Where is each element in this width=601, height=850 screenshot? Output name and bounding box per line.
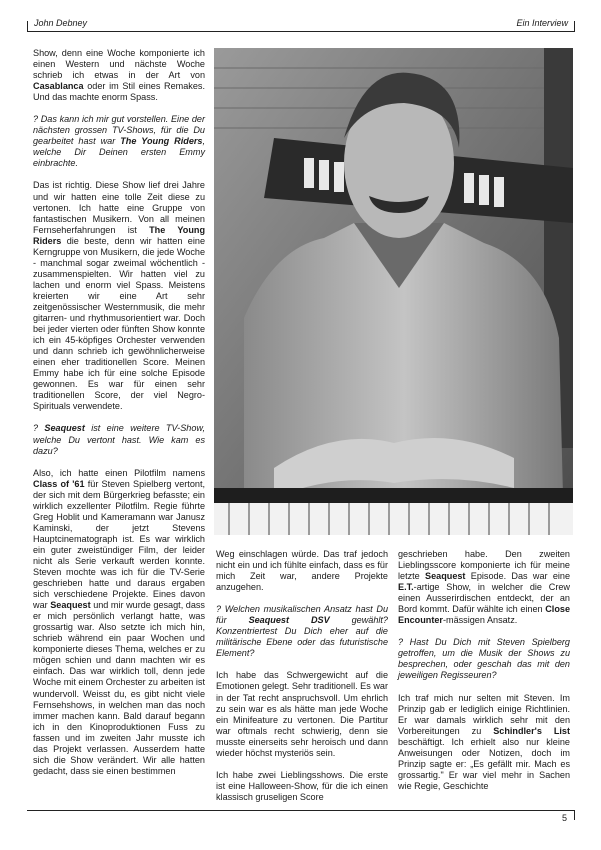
text-run: ? Hast Du Dich mit Steven Spielberg getroffen, um die Musik der Shows zu besprechen, oder geschah das mit den jeweiligen Regisseuren? bbox=[398, 637, 570, 681]
interview-answer bbox=[216, 770, 388, 803]
footer-tick-right bbox=[574, 810, 575, 820]
text-run: Ich habe zwei Lieblingsshows. Die erste ist eine Halloween-Show, für die ich einen klassisch gruseligen Score bbox=[216, 769, 388, 802]
emphasis-title: Close Encounter bbox=[398, 604, 570, 626]
interview-answer bbox=[33, 180, 205, 412]
interview-answer bbox=[33, 48, 205, 103]
header-tick-left bbox=[27, 21, 28, 32]
photo-icon bbox=[214, 48, 573, 535]
page-number: 5 bbox=[561, 813, 567, 823]
interview-answer bbox=[398, 693, 570, 792]
text-run: , welche Dir Deinen ersten Emmy einbrachte. bbox=[33, 136, 205, 169]
header-tick-right bbox=[574, 21, 575, 32]
emphasis-title: Schindler's List bbox=[493, 725, 571, 736]
page-footer bbox=[27, 810, 575, 824]
text-run: -artige Show, in welcher die Crew einen Ausserirdischen entdeckt, der an Bord kommt. Dafür wählte ich einen bbox=[398, 582, 570, 615]
text-run: ? Welchen musikalischen Ansatz hast Du für bbox=[216, 604, 388, 626]
text-run: geschrieben habe. Den zweiten Lieblingsscore komponierte ich für meine letzte bbox=[398, 549, 570, 582]
portrait-photo bbox=[214, 48, 573, 535]
emphasis-title: Seaquest DSV bbox=[248, 615, 330, 626]
text-column-2 bbox=[216, 549, 388, 814]
interview-answer bbox=[33, 468, 205, 777]
interview-question bbox=[33, 423, 205, 456]
emphasis-title: Seaquest bbox=[50, 600, 91, 611]
text-run: ? Das kann ich mir gut vorstellen. Eine der nächsten grossen TV-Shows, für die Du gearbeitet hast war bbox=[33, 114, 205, 147]
header-rule bbox=[27, 31, 575, 32]
emphasis-title: The Young Riders bbox=[120, 136, 203, 147]
interview-answer bbox=[216, 670, 388, 758]
emphasis-title: E.T. bbox=[398, 582, 414, 593]
footer-rule bbox=[27, 810, 575, 811]
text-run: ? bbox=[33, 423, 45, 434]
text-run: Ich habe das Schwergewicht auf die Emotionen gelegt. Sehr traditionell. Es war in der Tat recht anspruchsvoll. Um ehrlich zu sein war es als hätte man jede Woche ein Minifeature zu vertonen. Die Partitur war oftmals recht schwierig, denn sie musste einerseits sehr heroisch und dann wieder höchst mysteriös sein. bbox=[216, 670, 388, 758]
emphasis-title: The Young Riders bbox=[33, 224, 205, 246]
header-section: Ein Interview bbox=[516, 18, 568, 28]
text-run: Ich traf mich nur selten mit Steven. Im Prinzip gab er lediglich einige Richtlinien. Er war damals wirklich sehr mit den Vorbereitungen zu bbox=[398, 692, 570, 736]
text-run: gewählt? Konzentriertest Du Dich eher auf die militärische Ebene oder das futuristische Element? bbox=[216, 615, 388, 659]
running-header bbox=[27, 18, 575, 32]
emphasis-title: Seaquest bbox=[44, 423, 85, 434]
interview-answer bbox=[216, 549, 388, 593]
text-run: und mir wurde gesagt, dass er mich persönlich verlangt hatte, was grossartig war. Also setzte ich mich hin, schrieb während ein paar Wochen und komponierte dieses Thema, welches er zu mögen schien und dann machten wir es einfach. Das war wirklich toll, denn jede Woche mit einem Orchester zu arbeiten ist wundervoll. Weisst du, es gibt nicht viele Fernsehshows, in welchen man das noch immer machen kann. Bald darauf begann ich in den Kinoproduktionen Fuss zu fassen und im zweiten Jahr musste ich das Projekt verlassen. Ausserdem hatte sich die Show verändert. Wir alle hatten gedacht, dass sie einen bestimmen bbox=[33, 600, 205, 776]
text-run: oder im Stil eines Remakes. Und das machte enorm Spass. bbox=[33, 81, 205, 103]
emphasis-title: Class of '61 bbox=[33, 478, 85, 489]
interview-question bbox=[33, 114, 205, 169]
text-column-1 bbox=[33, 48, 205, 788]
text-run: beschäftigt. Ich erhielt also nur kleine Anweisungen oder Notizen, doch im Prinzip sagte er: „Es gefällt mir. Mach es grossartig." Er war viel mehr in Sachen wie Regie, Geschichte bbox=[398, 736, 570, 791]
interview-question bbox=[216, 604, 388, 659]
header-author: John Debney bbox=[34, 18, 88, 28]
text-run: -mässigen Ansatz. bbox=[442, 615, 518, 626]
interview-answer bbox=[398, 549, 570, 626]
text-column-3 bbox=[398, 549, 570, 803]
emphasis-title: Seaquest bbox=[425, 571, 466, 582]
text-run: Weg einschlagen würde. Das traf jedoch nicht ein und ich fühlte einfach, dass es für mich Zeit war, andere Projekte anzugehen. bbox=[216, 549, 388, 593]
text-run: für Steven Spielberg vertont, der sich mit dem Bürgerkrieg befasste; ein wirklich exzellenter Pilotfilm. Regie führte Greg Hoblit und Kameramann war Janusz Kaminski, der jetzt Stevens Hauptcinematograph ist. Es war wirklich ein guter zweistündiger Film, der leider nicht als Serie verkauft werden konnte. Steven mochte was ich für die TV-Serie geschrieben hatte und daraus ergaben sich verschiedene Projekte. Eines davon war bbox=[33, 478, 205, 611]
text-run: Episode. Das war eine bbox=[465, 571, 571, 582]
text-run: Also, ich hatte einen Pilotfilm namens bbox=[33, 467, 205, 478]
text-run: Das ist richtig. Diese Show lief drei Jahre und wir hatten eine tolle Zeit diese zu vertonen. Ich hatte eine Gruppe von fantastischen Musikern. Von all meinen Fernseherfahrungen ist bbox=[33, 180, 205, 235]
emphasis-title: Casablanca bbox=[33, 81, 84, 92]
text-run: die beste, denn wir hatten eine Kerngruppe von Musikern, die jede Woche - manchmal sogar zweimal wöchentlich - zusammenspielten. Wir hatten viel zu lachen und enorm viel Spass. Meistens kreierten wir eine Art sehr zeitgenössischer Westernmusik, die mehr gitarren- und rhythmusorientiert war. Doch bei jeder vierten oder fünften Show konnte ich ein 45-köpfiges Orchester verwenden und dann schrieb ich gewöhnlicherweise einen eher traditionellen Score. Meinen Emmy habe ich für eine solche Episode gewonnen. Es war für einen sehr traditionellen Score, der viel Negro-Spirituals verwendete. bbox=[33, 235, 205, 412]
text-run: Show, denn eine Woche komponierte ich einen Western und nächste Woche schrieb ich etwas in der Art von bbox=[33, 48, 205, 81]
interview-question bbox=[398, 637, 570, 681]
text-run: ist eine weitere TV-Show, welche Du vertont hast. Wie kam es dazu? bbox=[33, 423, 205, 456]
